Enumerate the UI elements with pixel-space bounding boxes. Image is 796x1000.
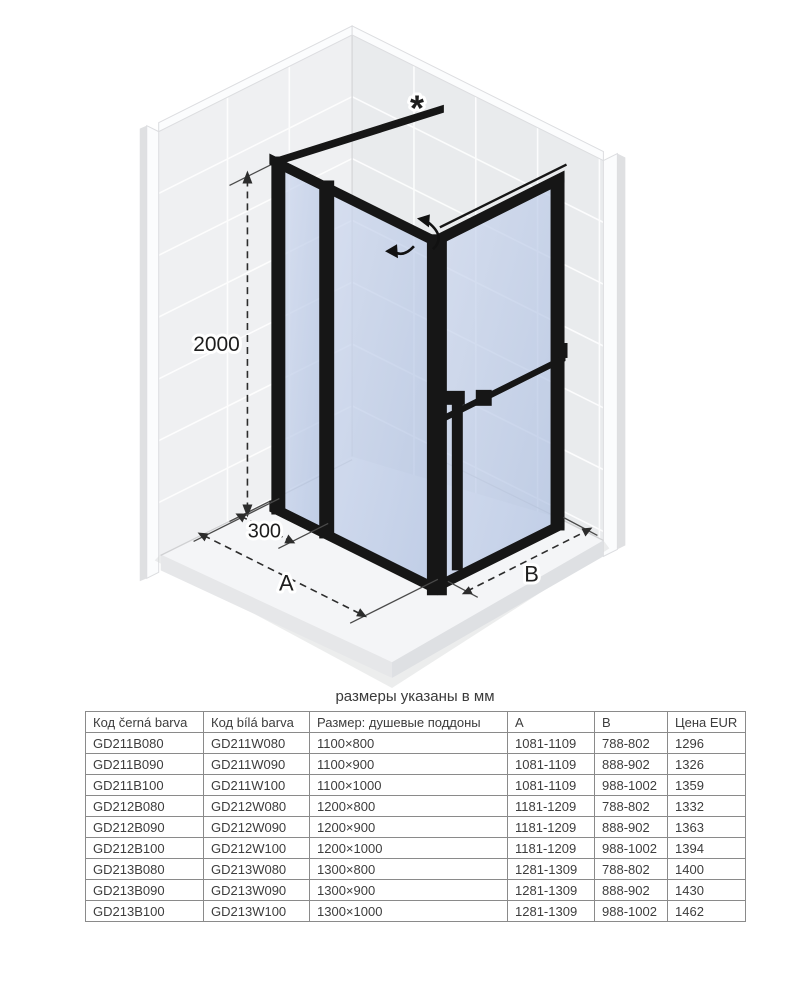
left-wall-side-edge bbox=[147, 126, 159, 579]
asterisk-label: * bbox=[409, 88, 424, 129]
table-cell: 988-1002 bbox=[595, 901, 668, 922]
table-cell: GD212W100 bbox=[204, 838, 310, 859]
table-cell: GD211W100 bbox=[204, 775, 310, 796]
table-cell: 1200×900 bbox=[310, 817, 508, 838]
table-cell: GD212B100 bbox=[86, 838, 204, 859]
table-cell: 1100×800 bbox=[310, 733, 508, 754]
table-cell: 788-802 bbox=[595, 796, 668, 817]
table-cell: GD211W080 bbox=[204, 733, 310, 754]
left-wall-outer-face bbox=[140, 126, 147, 582]
table-cell: 1326 bbox=[668, 754, 746, 775]
table-cell: GD212B080 bbox=[86, 796, 204, 817]
table-cell: 1300×800 bbox=[310, 859, 508, 880]
table-cell: GD212W080 bbox=[204, 796, 310, 817]
table-cell: 1181-1209 bbox=[508, 796, 595, 817]
table-cell: GD211B090 bbox=[86, 754, 204, 775]
table-cell: 1359 bbox=[668, 775, 746, 796]
table-cell: 788-802 bbox=[595, 733, 668, 754]
corner-post bbox=[427, 234, 447, 595]
table-row bbox=[86, 796, 746, 817]
table-cell: 888-902 bbox=[595, 880, 668, 901]
table-cell: 1100×1000 bbox=[310, 775, 508, 796]
table-cell: GD213B080 bbox=[86, 859, 204, 880]
table-cell: GD212W090 bbox=[204, 817, 310, 838]
table-cell: 1296 bbox=[668, 733, 746, 754]
table-cell: 1181-1209 bbox=[508, 817, 595, 838]
table-cell: 1081-1109 bbox=[508, 775, 595, 796]
col-header-code-white: Код bílá barva bbox=[204, 712, 310, 733]
size-table bbox=[85, 711, 746, 922]
table-cell: GD213B090 bbox=[86, 880, 204, 901]
table-cell: 1300×900 bbox=[310, 880, 508, 901]
right-wall-outer-face bbox=[617, 154, 625, 550]
table-header-row bbox=[86, 712, 746, 733]
table-row bbox=[86, 859, 746, 880]
table-cell: 888-902 bbox=[595, 817, 668, 838]
units-note: размеры указаны в мм bbox=[335, 688, 495, 705]
table-cell: 1081-1109 bbox=[508, 733, 595, 754]
table-cell: 1181-1209 bbox=[508, 838, 595, 859]
col-header-price: Цена EUR bbox=[668, 712, 746, 733]
table-cell: GD212B090 bbox=[86, 817, 204, 838]
side-panel-label: 300 bbox=[247, 520, 282, 543]
table-row bbox=[86, 817, 746, 838]
hinge-post bbox=[319, 180, 334, 538]
table-cell: 788-802 bbox=[595, 859, 668, 880]
side-panel-glass bbox=[284, 166, 320, 531]
table-cell: 1332 bbox=[668, 796, 746, 817]
table-row bbox=[86, 754, 746, 775]
table-cell: 1300×1000 bbox=[310, 901, 508, 922]
door-glass bbox=[333, 189, 428, 584]
table-cell: GD213B100 bbox=[86, 901, 204, 922]
table-cell: GD211B080 bbox=[86, 733, 204, 754]
table-cell: 1281-1309 bbox=[508, 859, 595, 880]
table-cell: 1462 bbox=[668, 901, 746, 922]
table-cell: 1281-1309 bbox=[508, 880, 595, 901]
table-row bbox=[86, 775, 746, 796]
table-cell: GD211W090 bbox=[204, 754, 310, 775]
table-cell: GD211B100 bbox=[86, 775, 204, 796]
right-wall-side-edge bbox=[603, 154, 617, 557]
table-cell: 1200×1000 bbox=[310, 838, 508, 859]
table-row bbox=[86, 901, 746, 922]
width-b-label: B bbox=[524, 561, 539, 587]
width-a-label: A bbox=[279, 570, 294, 596]
col-header-size: Размер: душевые поддоны bbox=[310, 712, 508, 733]
table-cell: 1100×900 bbox=[310, 754, 508, 775]
col-header-a: A bbox=[508, 712, 595, 733]
table-cell: 988-1002 bbox=[595, 838, 668, 859]
table-cell: 1430 bbox=[668, 880, 746, 901]
table-cell: 1081-1109 bbox=[508, 754, 595, 775]
table-cell: GD213W090 bbox=[204, 880, 310, 901]
table-cell: 1200×800 bbox=[310, 796, 508, 817]
table-cell: 1400 bbox=[668, 859, 746, 880]
table-cell: 1363 bbox=[668, 817, 746, 838]
table-cell: 988-1002 bbox=[595, 775, 668, 796]
height-label: 2000 bbox=[193, 332, 240, 356]
table-body bbox=[86, 733, 746, 922]
table-row bbox=[86, 880, 746, 901]
table-cell: 1394 bbox=[668, 838, 746, 859]
table-cell: GD213W100 bbox=[204, 901, 310, 922]
table-row bbox=[86, 838, 746, 859]
table-cell: GD213W080 bbox=[204, 859, 310, 880]
col-header-b: B bbox=[595, 712, 668, 733]
col-header-code-black: Код černá barva bbox=[86, 712, 204, 733]
table-row bbox=[86, 733, 746, 754]
table-cell: 888-902 bbox=[595, 754, 668, 775]
wall-side-post bbox=[271, 157, 285, 515]
table-cell: 1281-1309 bbox=[508, 901, 595, 922]
